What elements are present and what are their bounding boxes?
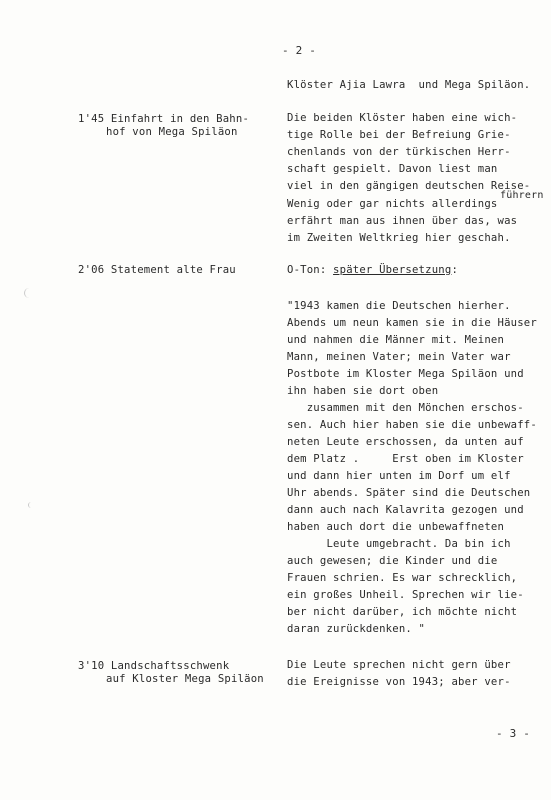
quote-line: und dann hier unten im Dorf um elf: [287, 470, 511, 482]
section-1-line: viel in den gängigen deutschen Reise-: [287, 180, 531, 192]
intro-heading: Klöster Ajia Lawra und Mega Spiläon.: [287, 79, 531, 91]
section-2-timecode-label: 2'06 Statement alte Frau: [78, 264, 236, 276]
quote-line: Mann, meinen Vater; mein Vater war: [287, 351, 511, 363]
quote-line: zusammen mit den Mönchen erschos-: [287, 402, 524, 414]
quote-line: ein großes Unheil. Sprechen wir lie-: [287, 589, 524, 601]
section-3-timecode-label: 3'10 Landschaftsschwenk: [78, 660, 230, 672]
section-1-line: im Zweiten Weltkrieg hier geschah.: [287, 232, 511, 244]
otone-suffix: :: [451, 264, 459, 276]
page-number: - 2 -: [282, 44, 317, 57]
quote-line: dann auch nach Kalavrita gezogen und: [287, 504, 524, 516]
quote-line: und nahmen die Männer mit. Meinen: [287, 334, 505, 346]
margin-mark: [24, 288, 31, 298]
handwritten-insert: führern: [500, 190, 544, 201]
quote-line: sen. Auch hier haben sie die unbewaff-: [287, 419, 537, 431]
quote-line: haben auch dort die unbewaffneten: [287, 521, 505, 533]
section-3-line: die Ereignisse von 1943; aber ver-: [287, 676, 511, 688]
otone-underlined: später Übersetzung: [333, 264, 452, 276]
section-3-label-line2: auf Kloster Mega Spiläon: [106, 673, 264, 685]
section-1-line: Wenig oder gar nichts allerdings: [287, 198, 498, 210]
otone-prefix: O-Ton:: [287, 264, 334, 276]
quote-line: ihn haben sie dort oben: [287, 385, 439, 397]
section-1-label-line2: hof von Mega Spiläon: [106, 126, 238, 138]
section-1-line: Die beiden Klöster haben eine wich-: [287, 112, 518, 124]
quote-line: Abends um neun kamen sie in die Häuser: [287, 317, 537, 329]
quote-line: ber nicht darüber, ich möchte nicht: [287, 606, 518, 618]
section-1-line: chenlands von der türkischen Herr-: [287, 146, 511, 158]
next-page-number: - 3 -: [496, 727, 531, 740]
otone-line: [287, 262, 458, 279]
section-3-line: Die Leute sprechen nicht gern über: [287, 659, 511, 671]
quote-line: neten Leute erschossen, da unten auf: [287, 436, 524, 448]
quote-line: dem Platz . Erst oben im Kloster: [287, 453, 524, 465]
section-1-line: schaft gespielt. Davon liest man: [287, 163, 498, 175]
quote-line: Leute umgebracht. Da bin ich: [287, 538, 511, 550]
quote-line: daran zurückdenken. ": [287, 623, 426, 635]
quote-line: Uhr abends. Später sind die Deutschen: [287, 487, 531, 499]
section-1-line: tige Rolle bei der Befreiung Grie-: [287, 129, 511, 141]
quote-line: "1943 kamen die Deutschen hierher.: [287, 300, 511, 312]
quote-line: Postbote im Kloster Mega Spiläon und: [287, 368, 524, 380]
quote-line: auch gewesen; die Kinder und die: [287, 555, 498, 567]
section-1-timecode-label: 1'45 Einfahrt in den Bahn-: [78, 113, 250, 125]
quote-line: Frauen schrien. Es war schrecklich,: [287, 572, 518, 584]
section-1-line: erfährt man aus ihnen über das, was: [287, 215, 518, 227]
margin-mark: [28, 502, 35, 508]
